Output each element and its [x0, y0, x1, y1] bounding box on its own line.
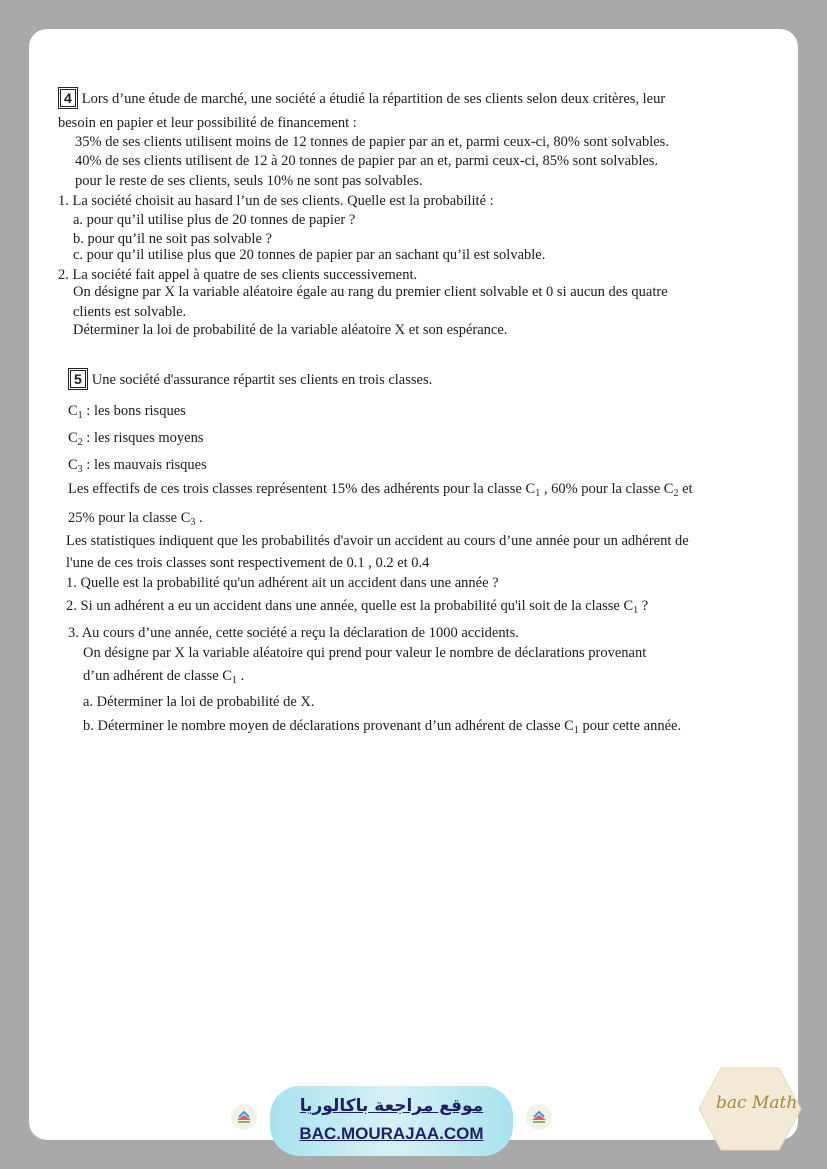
ex4-criterion-3: pour le reste de ses clients, seuls 10% ne sont pas solvables. — [75, 173, 423, 189]
ex5-intro-line — [70, 370, 432, 389]
exercise-number-4: 4 — [60, 89, 76, 107]
ex4-criterion-2: 40% de ses clients utilisent de 12 à 20 tonnes de papier par an et, parmi ceux-ci, 85% sont solvables. — [75, 153, 659, 169]
ex5-stat-line1: Les statistiques indiquent que les probabilités d'avoir un accident au cours d’une année pour un adhérent de — [66, 533, 689, 549]
ex5-class-2: $C_2$ : les risques moyens — [68, 430, 204, 448]
site-name-arabic[interactable]: موقع مراجعة باكالوريا — [299, 1096, 484, 1116]
ex5-question-3: 3. Au cours d’une année, cette société a reçu la déclaration de 1000 accidents. — [68, 625, 519, 641]
ex4-question-2: 2. La société fait appel à quatre de ses clients successivement. — [58, 267, 418, 283]
site-logo-right-icon — [526, 1104, 552, 1130]
ex5-effectifs-line2: 25% pour la classe $C_3$ . — [68, 510, 203, 528]
ex4-question-2c: Déterminer la loi de probabilité de la variable aléatoire X et son espérance. — [73, 322, 508, 338]
ex4-question-2a: On désigne par X la variable aléatoire égale au rang du premier client solvable et 0 si aucun des quatre — [73, 284, 668, 300]
ex5-question-3a: On désigne par X la variable aléatoire qui prend pour valeur le nombre de déclarations provenant — [83, 645, 647, 661]
ex5-class-1: $C_1$ : les bons risques — [68, 403, 186, 421]
ex5-question-2: 2. Si un adhérent a eu un accident dans une année, quelle est la probabilité qu'il soit de la classe $C_1$ ? — [66, 598, 649, 616]
ex4-question-1a: a. pour qu’il utilise plus de 20 tonnes de papier ? — [73, 212, 356, 228]
exercise-number-5: 5 — [70, 370, 86, 388]
ex4-intro: Lors d’une étude de marché, une société a étudié la répartition de ses clients selon deux critères, leur — [81, 91, 666, 107]
ex5-stat-line2: l'une de ces trois classes sont respectivement de 0.1 , 0.2 et 0.4 — [66, 555, 430, 571]
ex4-question-1c: c. pour qu’il utilise plus que 20 tonnes de papier par an sachant qu’il est solvable. — [73, 247, 546, 263]
site-logo-left-icon — [231, 1104, 257, 1130]
ex5-question-3d: b. Déterminer le nombre moyen de déclarations provenant d’un adhérent de classe $C_1$ pour cette année. — [83, 718, 682, 736]
ex5-effectifs-line1: Les effectifs de ces trois classes représentent 15% des adhérents pour la classe $C_1$ , 60% pour la classe $C_2$ et — [68, 481, 693, 499]
site-url-link[interactable]: BAC.MOURAJAA.COM — [299, 1124, 484, 1143]
ex4-question-2b: clients est solvable. — [73, 304, 187, 320]
ex4-intro-line — [60, 89, 665, 108]
ex5-question-1: 1. Quelle est la probabilité qu'un adhérent ait un accident dans une année ? — [66, 575, 499, 591]
ex4-intro2: besoin en papier et leur possibilité de financement : — [58, 115, 357, 131]
ex5-class-3: $C_3$ : les mauvais risques — [68, 457, 207, 475]
ex4-criterion-1: 35% de ses clients utilisent moins de 12 tonnes de papier par an et, parmi ceux-ci, 80% sont solvables. — [75, 134, 669, 150]
bac-math-badge-text: bac Math — [716, 1093, 798, 1113]
ex4-question-1: 1. La société choisit au hasard l’un de ses clients. Quelle est la probabilité : — [58, 193, 494, 209]
ex5-question-3c: a. Déterminer la loi de probabilité de X. — [83, 694, 315, 710]
ex5-intro: Une société d'assurance répartit ses clients en trois classes. — [91, 372, 433, 388]
ex4-question-1b: b. pour qu’il ne soit pas solvable ? — [73, 231, 272, 247]
site-banner[interactable] — [270, 1086, 513, 1156]
ex5-question-3b: d’un adhérent de classe $C_1$ . — [83, 668, 245, 686]
